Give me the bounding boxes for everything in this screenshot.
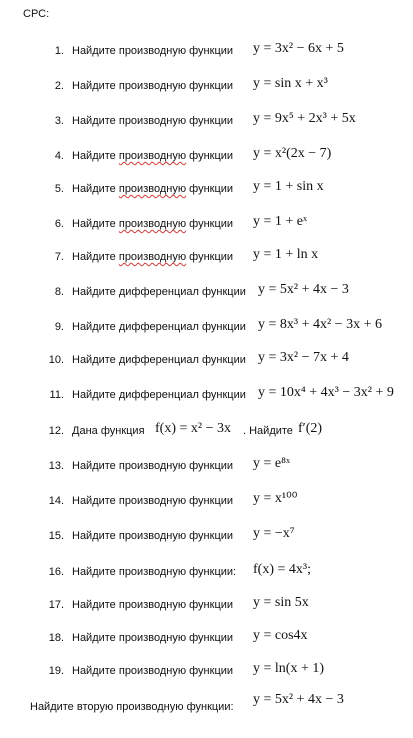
task-number: 17. [48, 599, 64, 611]
task-text: Найдите производную функции [72, 632, 234, 644]
task-text: Найдите производную функции [72, 495, 234, 507]
task-number: 6. [54, 218, 64, 230]
task-formula: y = 5x² + 4x − 3 [258, 282, 349, 297]
task-formula: y = ln(x + 1) [253, 661, 325, 676]
final-task-formula: y = 5x² + 4x − 3 [253, 692, 344, 707]
task-item [0, 660, 413, 682]
task-number: 5. [54, 183, 64, 195]
task-formula: f(x) = 4x³; [253, 562, 311, 577]
task-item [0, 561, 413, 583]
task-number: 10. [48, 354, 64, 366]
task-item [0, 110, 413, 132]
task-number: 18. [48, 632, 64, 644]
page-title: СРС: [23, 8, 50, 20]
task-text: Найдите дифференциал функции [72, 354, 246, 366]
task-formula: y = sin x + x³ [253, 76, 328, 91]
task-formula: y = 1 + ln x [253, 247, 319, 262]
task-number: 7. [54, 251, 64, 263]
task-formula: y = 3x² − 7x + 4 [258, 350, 349, 365]
task-number: 13. [48, 460, 64, 472]
task-item [0, 594, 413, 616]
task-text: Найдите производную функции [72, 150, 234, 162]
task-formula: f(x) = x² − 3x [155, 421, 231, 436]
task-item [0, 40, 413, 62]
final-task-text: Найдите вторую производную функции: [30, 701, 234, 713]
task-text: Найдите дифференциал функции [72, 286, 246, 298]
task-number: 16. [48, 566, 64, 578]
task-formula: y = sin 5x [253, 595, 309, 610]
task-formula: y = x¹⁰⁰ [253, 491, 298, 506]
task-item [0, 316, 413, 338]
task-text: Найдите производную функции: [72, 566, 237, 578]
task-item [0, 349, 413, 371]
task-item [0, 627, 413, 649]
task-number: 8. [54, 286, 64, 298]
task-item [0, 490, 413, 512]
final-task [30, 701, 234, 713]
task-item [0, 145, 413, 167]
task-formula: y = 10x⁴ + 4x³ − 3x² + 9 [258, 385, 394, 400]
task-item [0, 455, 413, 477]
task-text-2: . Найдите [243, 425, 293, 437]
task-number: 11. [49, 389, 64, 401]
task-item [0, 525, 413, 547]
task-item [0, 384, 413, 406]
task-text: Найдите дифференциал функции [72, 389, 246, 401]
task-text: Найдите производную функции [72, 251, 234, 263]
task-text: Найдите дифференциал функции [72, 321, 246, 333]
task-formula-2: f′(2) [298, 421, 323, 436]
task-number: 3. [54, 115, 64, 127]
task-formula: y = 1 + eˣ [253, 214, 308, 229]
task-item [0, 213, 413, 235]
task-item [0, 246, 413, 268]
task-formula: y = x²(2x − 7) [253, 146, 332, 161]
task-number: 1. [54, 45, 64, 57]
task-text: Найдите производную функции [72, 80, 234, 92]
task-text: Найдите производную функции [72, 183, 234, 195]
task-text: Дана функция [72, 425, 145, 437]
task-formula: y = 1 + sin x [253, 179, 324, 194]
task-formula: y = 3x² − 6x + 5 [253, 41, 344, 56]
task-number: 12. [48, 425, 64, 437]
task-formula: y = −x⁷ [253, 526, 295, 541]
task-number: 19. [48, 665, 64, 677]
task-formula: y = 8x³ + 4x² − 3x + 6 [258, 317, 382, 332]
task-text: Найдите производную функции [72, 460, 234, 472]
task-text: Найдите производную функции [72, 115, 234, 127]
task-text: Найдите производную функции [72, 665, 234, 677]
task-number: 9. [54, 321, 64, 333]
task-number: 14. [48, 495, 64, 507]
task-text: Найдите производную функции [72, 599, 234, 611]
task-formula: y = e⁸ˣ [253, 456, 291, 471]
task-formula: y = cos4x [253, 628, 308, 643]
task-item [0, 281, 413, 303]
task-text: Найдите производную функции [72, 530, 234, 542]
task-text: Найдите производную функции [72, 45, 234, 57]
task-item [0, 75, 413, 97]
task-item [0, 178, 413, 200]
task-number: 15. [48, 530, 64, 542]
task-text: Найдите производную функции [72, 218, 234, 230]
task-number: 4. [54, 150, 64, 162]
task-item [0, 420, 413, 442]
task-formula: y = 9x⁵ + 2x³ + 5x [253, 111, 356, 126]
task-number: 2. [54, 80, 64, 92]
